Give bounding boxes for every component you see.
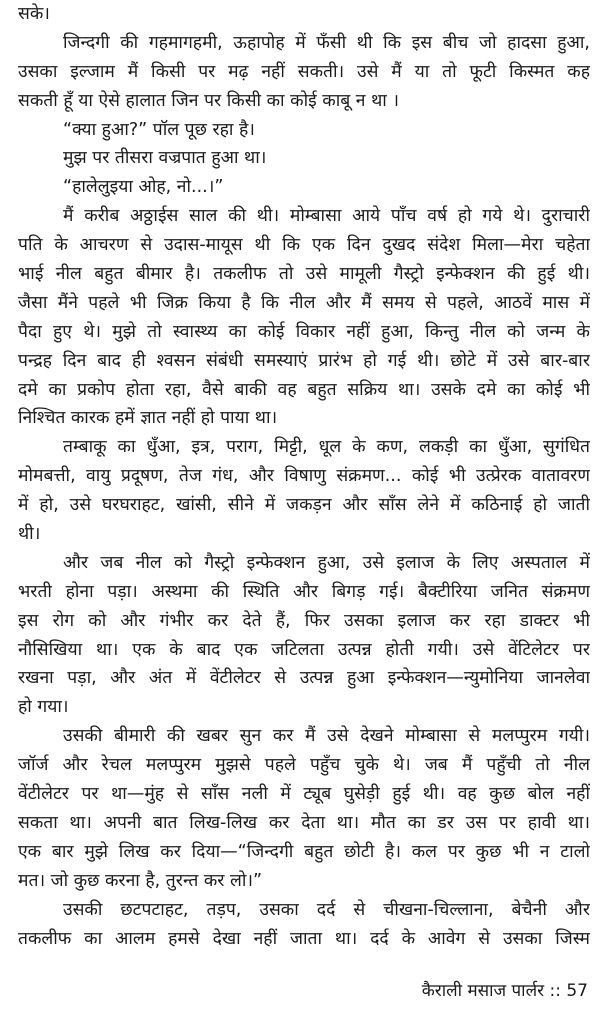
text-line: “क्या हुआ?” पॉल पूछ रहा है। (63, 119, 255, 140)
text-line: उसका इल्जाम मैं किसी पर मढ़ नहीं सकती। उसे मैं या तो फूटी किस्मत कह (18, 61, 590, 82)
text-line: उसकी छटपटाहट, तड़प, उसका दर्द से चीखना-चिल्लाना, बेचैनी और (63, 899, 590, 920)
text-line: तकलीफ का आलम हमसे देखा नहीं जाता था। दर्द के आवेग से उसका जिस्म (18, 928, 590, 949)
text-line: सकती हूँ या ऐसे हालात जिन पर किसी का कोई काबू न था । (18, 90, 399, 111)
text-line: हो गया। (18, 697, 69, 718)
text-line: पति के आचरण से उदास-मायूस थी कि एक दिन दुखद संदेश मिला—मेरा चहेता (18, 235, 590, 256)
text-line: जैसा मैंने पहले भी जिक्र किया है कि नील और मैं समय से पहले, आठवें मास में (18, 292, 590, 313)
text-line: वेंटीलेटर पर था—मुंह से साँस नली में ट्यूब घुसेड़ी हुई थी। वह कुछ बोल नहीं (18, 784, 590, 805)
page-footer (422, 978, 588, 1001)
running-title: कैराली मसाज पार्लर (421, 981, 545, 1001)
text-line: निश्चित कारक हमें ज्ञात नहीं हो पाया था। (18, 408, 278, 429)
text-line: दमे का प्रकोप होता रहा, वैसे बाकी वह बहुत सक्रिय था। उसके दमे का कोई भी (18, 379, 590, 400)
text-line: जॉर्ज और रेचल मलप्पुरम मुझसे पहले पहुँच चुके थे। जब मैं पहुँची तो नील (18, 755, 590, 776)
footer-separator: :: (549, 981, 561, 1001)
text-line: भरती होना पड़ा। अस्थमा की स्थिति और बिगड़ गई। बैक्टीरिया जनित संक्रमण (18, 581, 590, 602)
text-line: “हालेलुइया ओह, नो...।” (63, 177, 224, 198)
text-line: भाई नील बहुत बीमार है। तकलीफ तो उसे मामूली गैस्ट्रो इन्फेक्शन की हुई थी। (18, 264, 590, 285)
text-line: पन्द्रह दिन बाद ही श्वसन संबंधी समस्याएं प्रारंभ हो गई थी। छोटे में उसे बार-बार (18, 350, 590, 371)
text-line: एक बार मुझे लिख कर दिया—“जिन्दगी बहुत छोटी है। कल पर कुछ भी न टालो (18, 841, 590, 862)
text-line: पैदा हुए थे। मुझे तो स्वास्थ्य का कोई विकार नहीं हुआ, किन्तु नील को जन्म के (18, 321, 590, 342)
text-line: में हो, उसे घरघराहट, खांसी, सीने में जकड़न और साँस लेने में कठिनाई हो जाती (18, 495, 590, 516)
text-line: मुझ पर तीसरा वज्रपात हुआ था। (63, 148, 267, 169)
text-line: और जब नील को गैस्ट्रो इन्फेक्शन हुआ, उसे इलाज के लिए अस्पताल में (63, 552, 590, 573)
text-line: तम्बाकू का धुँआ, इत्र, पराग, मिट्टी, धूल के कण, लकड़ी का धुँआ, सुगंधित (63, 437, 590, 458)
text-line: थी। (18, 524, 41, 545)
text-line: रखना पड़ा, और अंत में वेंटीलेटर से उत्पन्न हुआ इन्फेक्शन—न्युमोनिया जानलेवा (18, 668, 590, 689)
text-line: सके। (18, 4, 50, 24)
text-line: मैं करीब अठ्ठाईस साल की थी। मोम्बासा आये पाँच वर्ष हो गये थे। दुराचारी (63, 206, 590, 227)
text-line: नौसिखिया था। एक के बाद एक जटिलता उत्पन्न होती गयी। उसे वेंटिलेटर पर (18, 639, 590, 660)
page-number: 57 (566, 981, 588, 1001)
text-line: सकता था। अपनी बात लिख-लिख कर देता था। मौत का डर उस पर हावी था। (18, 812, 590, 833)
text-line: मत। जो कुछ करना है, तुरन्त कर लो।” (18, 870, 263, 891)
text-line: इस रोग को और गंभीर कर देते हैं, फिर उसका इलाज कर रहा डाक्टर भी (18, 610, 590, 631)
text-line: मोमबत्ती, वायु प्रदूषण, तेज गंध, और विषाणु संक्रमण... कोई भी उत्प्रेरक वातावरण (18, 466, 590, 487)
page-body-text (18, 0, 590, 953)
text-line: उसकी बीमारी की खबर सुन कर मैं उसे देखने मोम्बासा से मलप्पुरम गयी। (63, 726, 590, 747)
text-line: जिन्दगी की गहमागहमी, ऊहापोह में फँसी थी कि इस बीच जो हादसा हुआ, (63, 32, 590, 53)
